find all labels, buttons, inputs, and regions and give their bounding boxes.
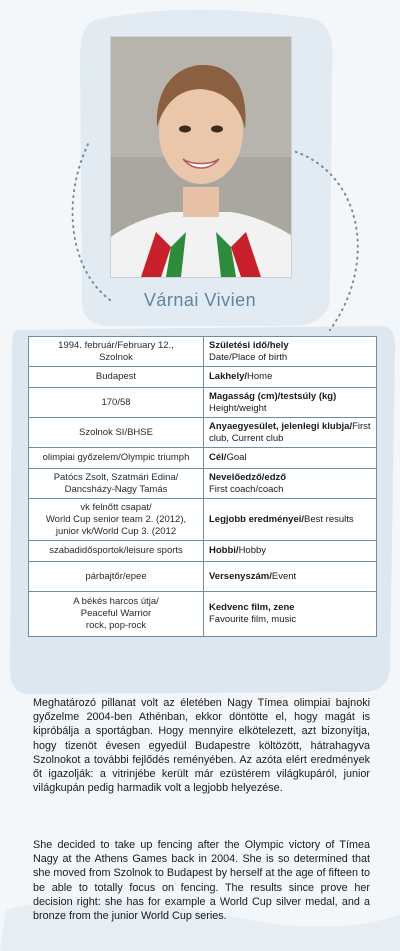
row-label-hu: Versenyszám/ [209,570,272,582]
row-label-en: Favourite film, music [209,614,297,625]
table-row [29,562,377,592]
row-label-hu: Anyaegyesület, jelenlegi klubja/ [209,420,353,432]
row-label [204,448,377,469]
bio-english: She decided to take up fencing after the Olympic victory of Tímea Nagy at the Athens Games back in 2004. She is so determined that she moved from Szolnok to Budapest by herself at the age of fifteen to be able to totally focus on fencing. The results since prove her decision right: she has for example a World Cup silver medal, and a bronze from the junior World Cup series. [33,839,370,923]
row-label-en: First club, Current club [209,420,371,444]
row-value: olimpiai győzelem/Olympic triumph [29,448,204,469]
row-label [204,418,377,448]
table-row [29,418,377,448]
row-label [204,469,377,499]
row-label-en: Best results [304,513,354,525]
table-row [29,469,377,499]
row-label-en: Home [247,371,273,382]
row-label-hu: Magasság (cm)/testsúly (kg) [209,390,337,402]
row-label-hu: Legjobb eredményei/ [209,513,305,525]
row-label-en: Hobby [238,545,267,556]
row-label-en: Event [271,570,297,582]
row-label-hu: Hobbi/ [209,545,239,556]
row-label-hu: Kedvenc film, zene [209,602,295,613]
row-value: Patócs Zsolt, Szatmári Edina/ Dancsházy-Nagy Tamás [29,469,204,499]
row-label [204,367,377,388]
table-row [29,448,377,469]
table-row [29,337,377,367]
row-label-hu: Nevelőedző/edző [209,471,287,483]
row-label-en: Height/weight [209,402,267,414]
bio-hungarian: Meghatározó pillanat volt az életében Nagy Tímea olimpiai bajnoki győzelme 2004-ben Athénban, ekkor döntötte el, hogy magát is kipróbálja a sportágban. Hogy mennyire elkötelezett, azt bizonyítja, hogy tizenöt évesen egyedül Budapestre költözött, hátrahagyva Szolnokot a további fejlődés reményében. Az azóta elért eredmények őt igazolják: a vitrinjébe került már ezüstérem világkupáról, junior világkupán pedig harmadik volt a legjobb helyezése. [33,697,370,795]
table-row [29,367,377,388]
row-label-hu: Cél/ [209,452,227,463]
row-value: vk felnőtt csapat/ World Cup senior team 2. (2012), junior vk/World Cup 3. (2012 [29,499,204,541]
row-value: 1994. február/February 12., Szolnok [29,337,204,367]
row-label [204,541,377,562]
row-value: A békés harcos útja/ Peaceful Warrior rock, pop-rock [29,592,204,637]
row-label [204,562,377,592]
row-value: 170/58 [29,388,204,418]
table-row [29,499,377,541]
row-value: Budapest [29,367,204,388]
table-row [29,388,377,418]
row-value: Szolnok SI/BHSE [29,418,204,448]
row-label [204,337,377,367]
row-label-en: Goal [226,452,247,463]
row-label [204,499,377,541]
row-label-hu: Lakhely/ [209,371,248,382]
row-label [204,592,377,637]
row-value: párbajtőr/epee [29,562,204,592]
profile-info-table [28,336,377,637]
table-row [29,592,377,637]
athlete-name: Várnai Vivien [143,290,257,310]
row-label-en: First coach/coach [209,483,284,495]
row-label-en: Date/Place of birth [209,351,288,363]
row-value: szabadidősportok/leisure sports [29,541,204,562]
athlete-photo [110,36,292,278]
row-label [204,388,377,418]
table-row [29,541,377,562]
row-label-hu: Születési idő/hely [209,339,289,351]
